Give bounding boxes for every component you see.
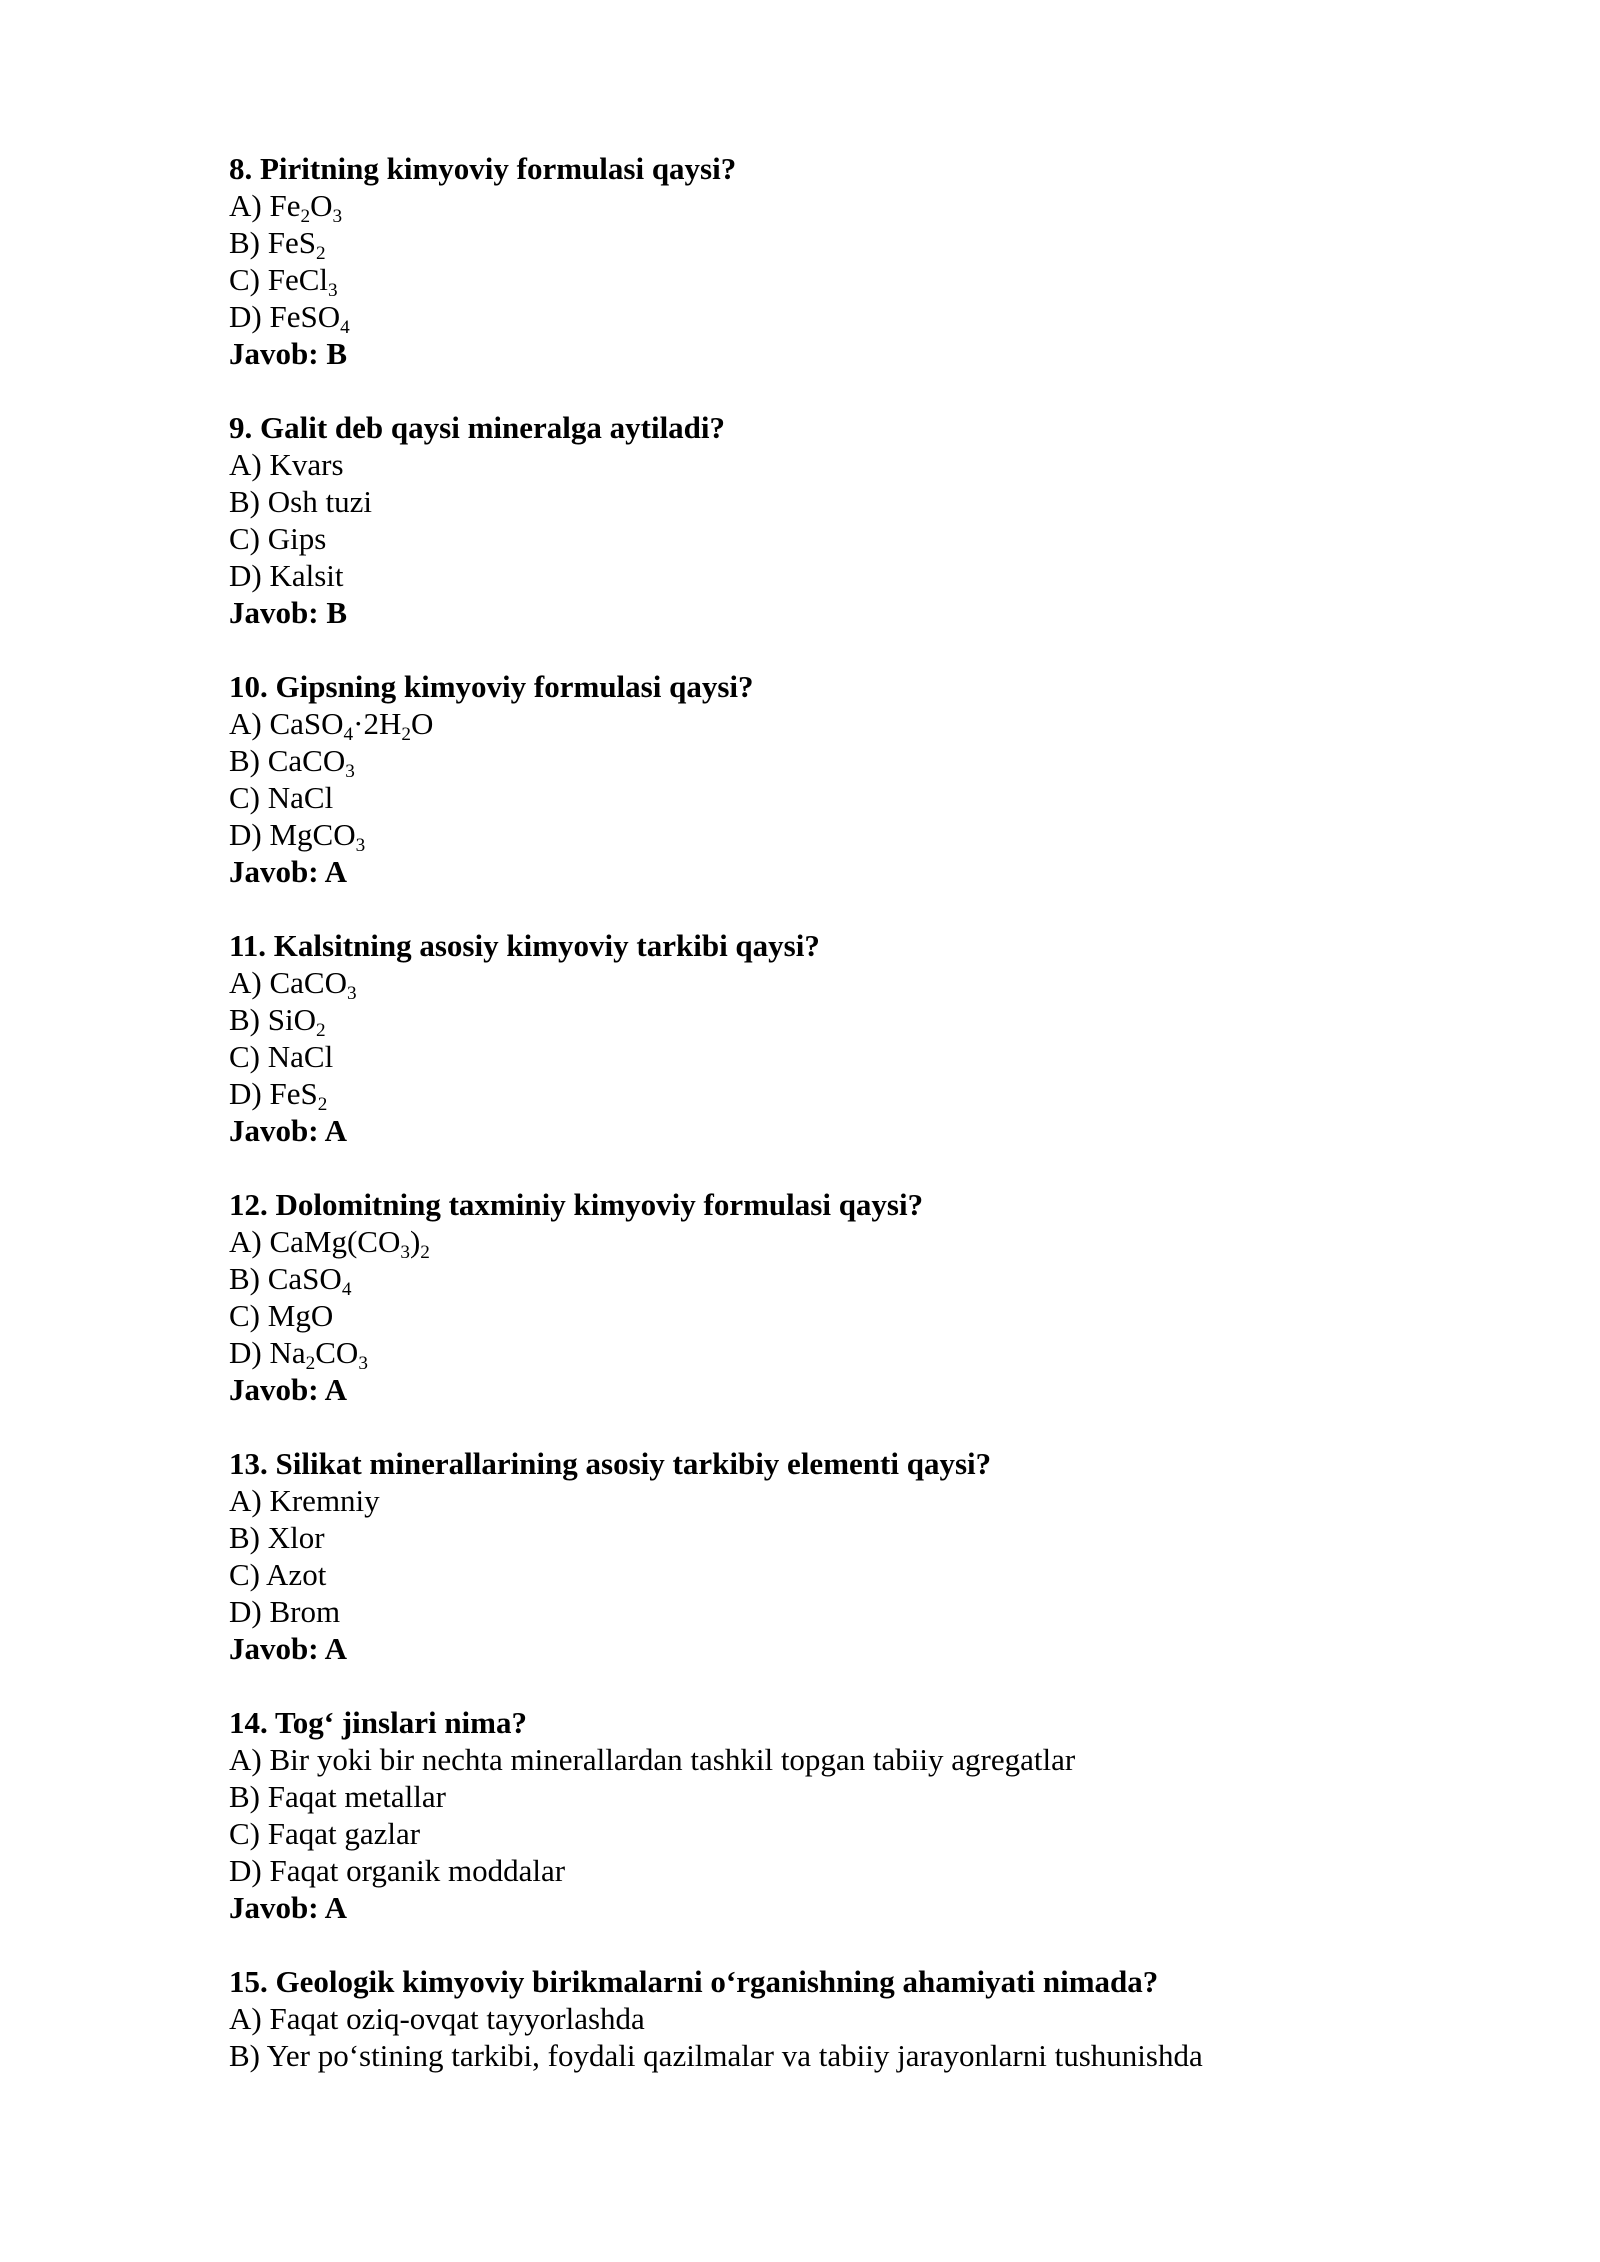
question-block [229, 409, 1429, 631]
option-text-segment: Bir yoki bir nechta minerallardan tashkil topgan tabiiy agregatlar [269, 1742, 1076, 1777]
option-text [269, 447, 343, 482]
option-letter: A) [229, 706, 270, 741]
answer-option [229, 964, 1429, 1005]
option-text-segment: MgCO [269, 817, 356, 852]
option-text-segment: Yer po‘stining tarkibi, foydali qazilmalar va tabiiy jarayonlarni tushunishda [266, 2038, 1203, 2073]
option-letter: B) [229, 1002, 268, 1037]
question-block [229, 1963, 1429, 2074]
option-letter: A) [229, 1483, 270, 1518]
option-text [269, 1483, 379, 1518]
option-text [269, 1335, 368, 1375]
option-text [269, 965, 357, 1005]
option-text [268, 780, 333, 815]
answer-key: Javob: A [229, 1113, 347, 1148]
subscript-digit: 4 [343, 724, 354, 746]
option-letter: A) [229, 188, 270, 223]
option-text-segment: Faqat metallar [267, 1779, 446, 1814]
option-text-segment: FeSO [269, 299, 341, 334]
option-letter: B) [229, 743, 268, 778]
question-title: 9. Galit deb qaysi mineralga aytiladi? [229, 410, 726, 445]
option-letter: B) [229, 2038, 267, 2073]
question-block [229, 927, 1429, 1149]
answer-option [229, 1852, 1429, 1889]
option-letter: B) [229, 1520, 268, 1555]
question-block [229, 1704, 1429, 1926]
option-text-segment: CaSO [267, 1261, 342, 1296]
question-title: 15. Geologik kimyoviy birikmalarni o‘rganishning ahamiyati nimada? [229, 1964, 1159, 1999]
answer-option [229, 779, 1429, 816]
question-title: 11. Kalsitning asosiy kimyoviy tarkibi qaysi? [229, 928, 820, 963]
answer-option [229, 261, 1429, 302]
option-letter: D) [229, 817, 270, 852]
option-letter: D) [229, 1335, 270, 1370]
answer-option [229, 705, 1429, 746]
subscript-digit: 3 [400, 1242, 410, 1264]
subscript-digit: 3 [345, 761, 355, 783]
option-text-segment: ·2H [353, 706, 402, 741]
subscript-digit: 3 [346, 983, 357, 1005]
option-text-segment: CO [315, 1335, 359, 1370]
option-letter: A) [229, 447, 270, 482]
option-letter: C) [229, 1816, 268, 1851]
option-letter: B) [229, 1261, 268, 1296]
option-text [268, 521, 327, 556]
answer-option [229, 446, 1429, 483]
subscript-digit: 2 [305, 1353, 316, 1375]
subscript-digit: 2 [420, 1242, 430, 1264]
option-text-segment: NaCl [267, 1039, 334, 1074]
question-block [229, 1445, 1429, 1667]
option-text [266, 1557, 326, 1592]
option-letter: B) [229, 1779, 268, 1814]
subscript-digit: 3 [332, 206, 343, 228]
option-text [267, 225, 326, 265]
option-text-segment: Faqat gazlar [267, 1816, 421, 1851]
subscript-digit: 4 [341, 1279, 352, 1301]
option-text [269, 706, 434, 746]
option-letter: D) [229, 1076, 270, 1111]
answer-option [229, 2037, 1429, 2074]
option-letter: D) [229, 1594, 270, 1629]
option-letter: C) [229, 780, 268, 815]
option-text-segment: Gips [267, 521, 327, 556]
option-text [269, 1853, 565, 1888]
option-letter: B) [229, 225, 268, 260]
answer-option [229, 1001, 1429, 1042]
answer-key: Javob: A [229, 1372, 347, 1407]
option-letter: D) [229, 1853, 270, 1888]
option-text-segment: CaMg(CO [269, 1224, 401, 1259]
option-text [268, 1298, 333, 1333]
question-block [229, 668, 1429, 890]
option-text [269, 558, 343, 593]
answer-option [229, 1519, 1429, 1556]
option-text-segment: Na [269, 1335, 306, 1370]
option-text-segment: NaCl [267, 780, 334, 815]
option-letter: A) [229, 1224, 270, 1259]
answer-option [229, 1223, 1429, 1264]
option-letter: C) [229, 521, 268, 556]
answer-option [229, 2000, 1429, 2037]
option-text-segment: Azot [266, 1557, 327, 1592]
option-text [267, 1002, 326, 1042]
option-text-segment: MgO [267, 1298, 334, 1333]
answer-option [229, 1334, 1429, 1375]
answer-option [229, 1815, 1429, 1852]
subscript-digit: 3 [355, 835, 366, 857]
option-text [269, 299, 350, 339]
answer-option [229, 1297, 1429, 1334]
subscript-digit: 2 [316, 243, 326, 265]
answer-option [229, 520, 1429, 557]
option-text-segment: Xlor [267, 1520, 325, 1555]
option-text-segment: CaCO [269, 965, 347, 1000]
option-letter: D) [229, 558, 270, 593]
answer-option [229, 816, 1429, 857]
option-text [269, 1076, 328, 1116]
answer-option [229, 1482, 1429, 1519]
option-text-segment: FeS [267, 225, 316, 260]
subscript-digit: 2 [317, 1094, 328, 1116]
option-text-segment: O [410, 706, 434, 741]
option-letter: C) [229, 1557, 267, 1592]
answer-option [229, 224, 1429, 265]
question-title: 13. Silikat minerallarining asosiy tarkibiy elementi qaysi? [229, 1446, 992, 1481]
option-text [269, 1224, 430, 1264]
option-text-segment: O [310, 188, 333, 223]
subscript-digit: 2 [316, 1020, 326, 1042]
answer-option [229, 1038, 1429, 1075]
answer-option [229, 483, 1429, 520]
option-text-segment: SiO [267, 1002, 316, 1037]
answer-option [229, 1593, 1429, 1630]
option-text [267, 2038, 1203, 2073]
option-text-segment: Osh tuzi [267, 484, 372, 519]
option-letter: D) [229, 299, 270, 334]
subscript-digit: 3 [358, 1353, 368, 1375]
option-text [268, 1779, 446, 1814]
answer-key: Javob: A [229, 1890, 347, 1925]
option-letter: A) [229, 2001, 270, 2036]
answer-option [229, 298, 1429, 339]
question-title: 8. Piritning kimyoviy formulasi qaysi? [229, 151, 737, 186]
option-text-segment: Kvars [269, 447, 344, 482]
option-text-segment: Brom [269, 1594, 341, 1629]
option-letter: C) [229, 1298, 268, 1333]
option-text-segment: ) [409, 1224, 421, 1259]
option-text [267, 262, 338, 302]
option-text-segment: FeS [269, 1076, 318, 1111]
answer-option [229, 1075, 1429, 1116]
option-text [269, 817, 366, 857]
option-text-segment: CaCO [267, 743, 346, 778]
option-letter: B) [229, 484, 268, 519]
option-letter: A) [229, 1742, 270, 1777]
option-text [269, 2001, 644, 2036]
answer-option [229, 1778, 1429, 1815]
option-text [269, 188, 343, 228]
option-text [269, 1742, 1075, 1777]
question-title: 14. Tog‘ jinslari nima? [229, 1705, 527, 1740]
question-block [229, 1186, 1429, 1408]
document-content [229, 150, 1429, 2111]
option-text [268, 1520, 325, 1555]
subscript-digit: 3 [328, 280, 338, 302]
answer-key: Javob: B [229, 595, 347, 630]
subscript-digit: 4 [340, 317, 350, 339]
subscript-digit: 2 [401, 724, 411, 746]
question-title: 12. Dolomitning taxminiy kimyoviy formulasi qaysi? [229, 1187, 924, 1222]
subscript-digit: 2 [300, 206, 311, 228]
answer-option [229, 187, 1429, 228]
option-letter: C) [229, 262, 268, 297]
option-text [267, 743, 355, 783]
question-title: 10. Gipsning kimyoviy formulasi qaysi? [229, 669, 754, 704]
option-text-segment: Kremniy [269, 1483, 380, 1518]
option-text-segment: FeCl [267, 262, 329, 297]
answer-option [229, 742, 1429, 783]
option-text-segment: Fe [269, 188, 301, 223]
answer-key: Javob: A [229, 854, 347, 889]
answer-key: Javob: B [229, 336, 347, 371]
option-letter: C) [229, 1039, 268, 1074]
option-text [269, 1594, 340, 1629]
option-text-segment: CaSO [269, 706, 344, 741]
answer-option [229, 1260, 1429, 1301]
answer-option [229, 557, 1429, 594]
option-text [268, 1039, 333, 1074]
option-text-segment: Faqat oziq-ovqat tayyorlashda [269, 2001, 645, 2036]
answer-key: Javob: A [229, 1631, 347, 1666]
option-text-segment: Kalsit [269, 558, 344, 593]
answer-option [229, 1741, 1429, 1778]
option-letter: A) [229, 965, 270, 1000]
option-text [268, 484, 372, 519]
question-block [229, 150, 1429, 372]
option-text [267, 1261, 352, 1301]
option-text-segment: Faqat organik moddalar [269, 1853, 566, 1888]
answer-option [229, 1556, 1429, 1593]
option-text [268, 1816, 420, 1851]
